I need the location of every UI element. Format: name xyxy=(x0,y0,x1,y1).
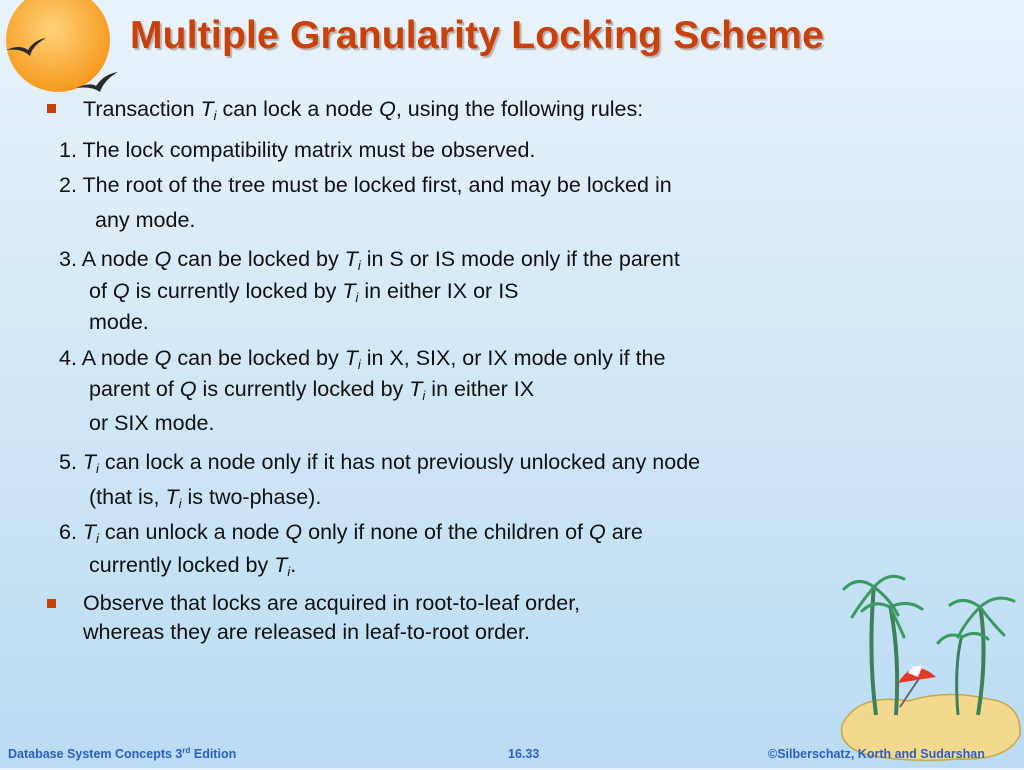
rule-3-line-1: 3. A node Q can be locked by $T_i$ in S or IS mode only if the parent xyxy=(59,247,680,273)
bullet-icon xyxy=(47,104,56,113)
rule-2-line-1: 2. The root of the tree must be locked first, and may be locked in xyxy=(59,173,672,197)
rule-6-line-2: currently locked by $T_i$. xyxy=(89,553,297,579)
rule-4-line-2: parent of Q is currently locked by $T_i$ in either IX xyxy=(89,377,535,403)
footer-copyright: ©Silberschatz, Korth and Sudarshan xyxy=(768,747,985,761)
bullet-icon xyxy=(47,599,56,608)
rule-3-line-2: of Q is currently locked by $T_i$ in either IX or IS xyxy=(89,279,519,305)
island-palm-icon xyxy=(838,565,1024,765)
rule-5-line-1: 5. $T_i$ can lock a node only if it has not previously unlocked any node xyxy=(59,450,701,476)
observe-line-1: Observe that locks are acquired in root-to-leaf order, xyxy=(83,591,581,615)
observe-line-2: whereas they are released in leaf-to-root order. xyxy=(83,620,530,644)
rule-5-line-2: (that is, $T_i$ is two-phase). xyxy=(89,485,322,511)
rule-2-line-2: any mode. xyxy=(95,208,196,232)
rule-4-line-3: or SIX mode. xyxy=(89,411,215,435)
intro-line: Transaction $T_i$ can lock a node Q, using the following rules: xyxy=(83,97,644,123)
rule-3-line-3: mode. xyxy=(89,310,149,334)
footer-page-number: 16.33 xyxy=(508,747,540,761)
rule-4-line-1: 4. A node Q can be locked by $T_i$ in X, SIX, or IX mode only if the xyxy=(59,346,666,372)
rule-1: 1. The lock compatibility matrix must be observed. xyxy=(59,138,536,162)
footer-left: Database System Concepts 3rd Edition xyxy=(8,746,237,761)
slide-title: Multiple Granularity Locking Scheme xyxy=(130,14,824,57)
rule-6-line-1: 6. $T_i$ can unlock a node Q only if none of the children of Q are xyxy=(59,520,643,546)
